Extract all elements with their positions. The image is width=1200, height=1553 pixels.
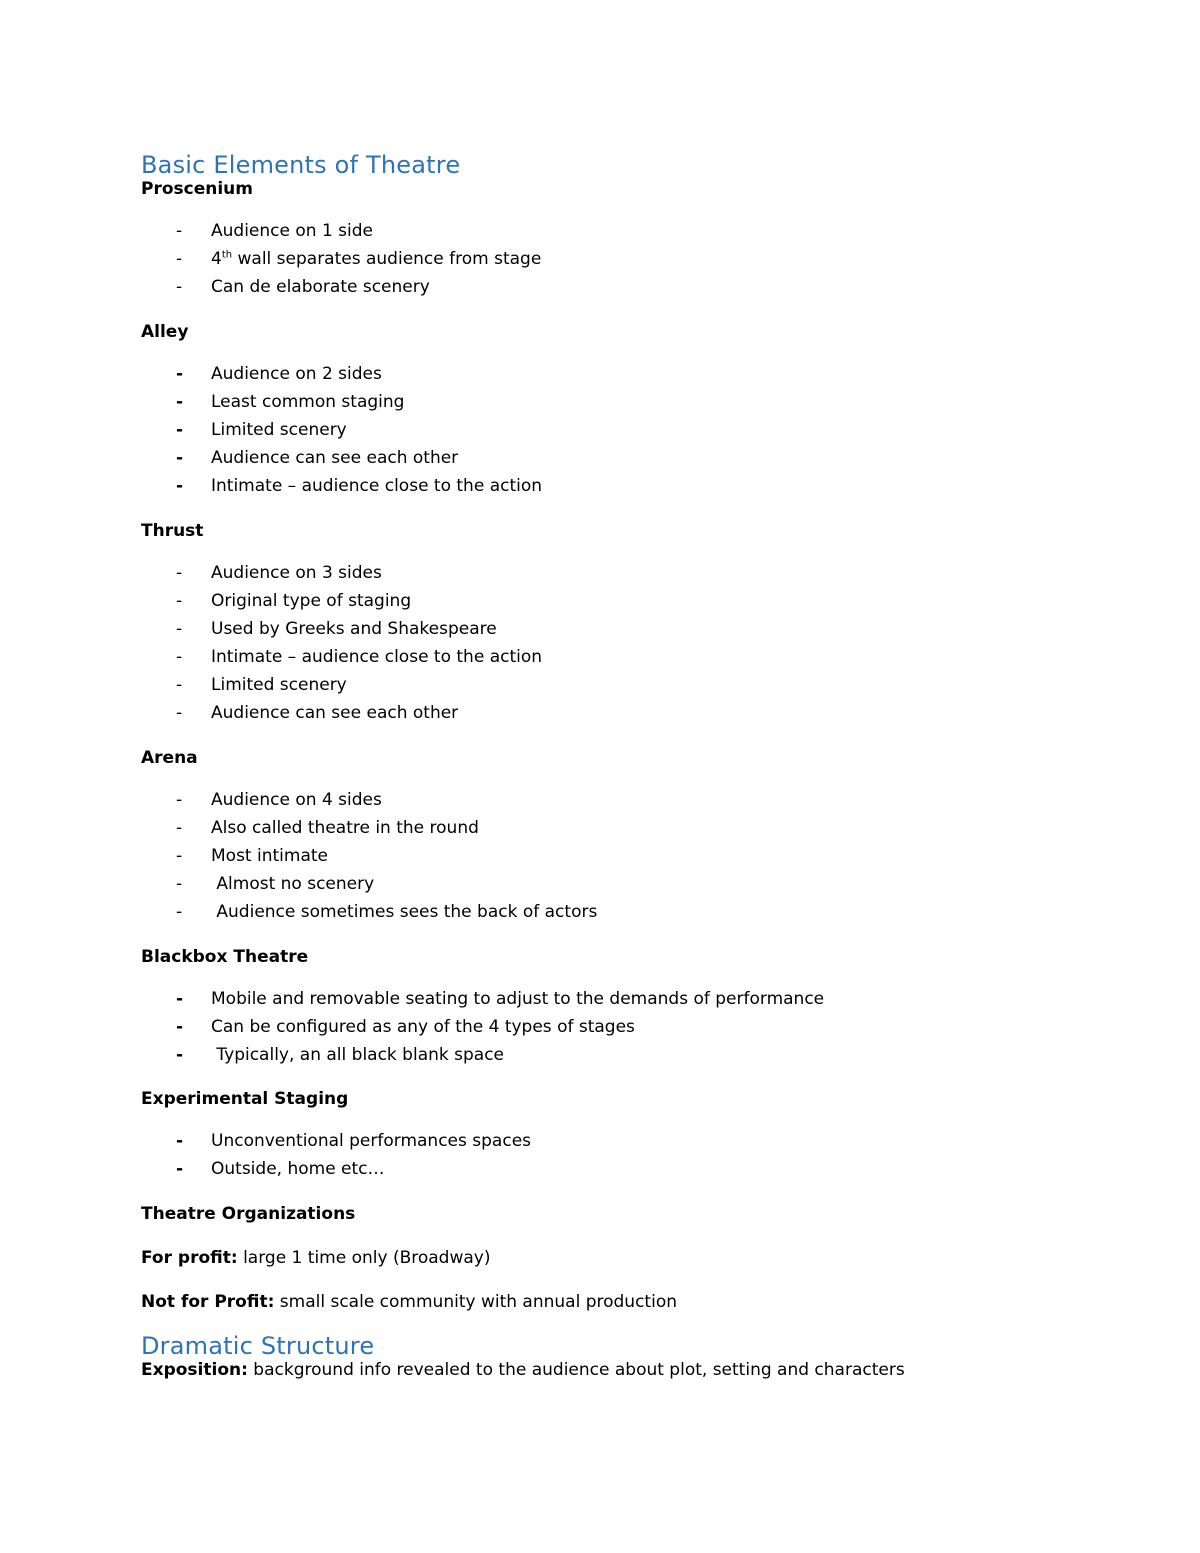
exposition-paragraph [141, 1359, 1101, 1381]
list-item: - Audience on 1 side [141, 217, 1101, 245]
dash-bullet: - [176, 675, 183, 696]
list-item: - Also called theatre in the round [141, 814, 1101, 842]
list-item: - Mobile and removable seating to adjust to the demands of performance [141, 985, 1101, 1013]
section-heading-alley: Alley [141, 321, 189, 342]
not-for-profit-label: Not for Profit: [141, 1291, 275, 1312]
dash-bullet: - [176, 846, 183, 866]
doc-title: Basic Elements of Theatre [141, 151, 461, 179]
dash-bullet: - [176, 988, 184, 1009]
dash-bullet: - [176, 249, 183, 270]
for-profit-paragraph [141, 1247, 1101, 1269]
thrust-list [141, 559, 1101, 728]
list-item: - Intimate – audience close to the action [141, 643, 1101, 671]
document-page [141, 141, 1101, 1381]
list-item: - Limited scenery [141, 671, 1101, 699]
dash-bullet: - [176, 221, 183, 241]
section-heading-blackbox: Blackbox Theatre [141, 946, 309, 967]
section-heading-proscenium: Proscenium [141, 179, 253, 199]
list-item: - Limited scenery [141, 416, 1101, 444]
arena-list [141, 786, 1101, 927]
dash-bullet: - [176, 448, 184, 469]
dash-bullet: - [176, 703, 183, 724]
list-item: - Original type of staging [141, 587, 1101, 615]
list-item: - 4th wall separates audience from stage [141, 245, 1101, 273]
dash-bullet: - [176, 817, 183, 838]
list-item: - Typically, an all black blank space [141, 1041, 1101, 1069]
list-item: - Audience can see each other [141, 444, 1101, 472]
dash-bullet: - [176, 1044, 184, 1065]
dash-bullet: - [176, 1131, 184, 1152]
for-profit-label: For profit: [141, 1247, 238, 1268]
list-item: - Audience on 2 sides [141, 360, 1101, 388]
list-item: - Used by Greeks and Shakespeare [141, 615, 1101, 643]
exposition-text: background info revealed to the audience about plot, setting and characters [247, 1359, 905, 1380]
section-heading-thrust: Thrust [141, 520, 204, 541]
section-heading-experimental: Experimental Staging [141, 1089, 349, 1110]
dash-bullet: - [176, 789, 183, 810]
alley-list [141, 360, 1101, 501]
dash-bullet: - [176, 419, 184, 440]
doc-title-2: Dramatic Structure [141, 1331, 375, 1360]
dash-bullet: - [176, 363, 184, 384]
list-item: - Audience can see each other [141, 699, 1101, 727]
list-item: - Audience on 4 sides [141, 786, 1101, 814]
dash-bullet: - [176, 874, 183, 895]
dash-bullet: - [176, 277, 183, 298]
list-item: - Most intimate [141, 842, 1101, 870]
for-profit-text: large 1 time only (Broadway) [237, 1247, 491, 1268]
list-item: - Can be configured as any of the 4 types of stages [141, 1013, 1101, 1041]
not-for-profit-paragraph [141, 1291, 1101, 1313]
dash-bullet: - [176, 476, 184, 497]
dash-bullet: - [176, 647, 183, 668]
list-item: - Audience sometimes sees the back of actors [141, 898, 1101, 926]
dash-bullet: - [176, 590, 183, 611]
dash-bullet: - [176, 1016, 184, 1037]
list-item: - Audience on 3 sides [141, 559, 1101, 587]
experimental-list [141, 1127, 1101, 1183]
exposition-label: Exposition: [141, 1359, 248, 1380]
list-item: - Intimate – audience close to the action [141, 472, 1101, 500]
blackbox-list [141, 985, 1101, 1070]
list-item: - Outside, home etc… [141, 1155, 1101, 1183]
dash-bullet: - [176, 562, 183, 583]
list-item: - Unconventional performances spaces [141, 1127, 1101, 1155]
dash-bullet: - [176, 391, 184, 412]
list-item: - Almost no scenery [141, 870, 1101, 898]
dash-bullet: - [176, 1159, 184, 1180]
section-heading-organizations: Theatre Organizations [141, 1203, 356, 1224]
dash-bullet: - [176, 618, 183, 639]
not-for-profit-text: small scale community with annual production [274, 1291, 677, 1312]
list-item: - Least common staging [141, 388, 1101, 416]
dash-bullet: - [176, 902, 183, 923]
list-item: - Can de elaborate scenery [141, 273, 1101, 301]
section-heading-arena: Arena [141, 747, 198, 768]
proscenium-list [141, 217, 1101, 302]
